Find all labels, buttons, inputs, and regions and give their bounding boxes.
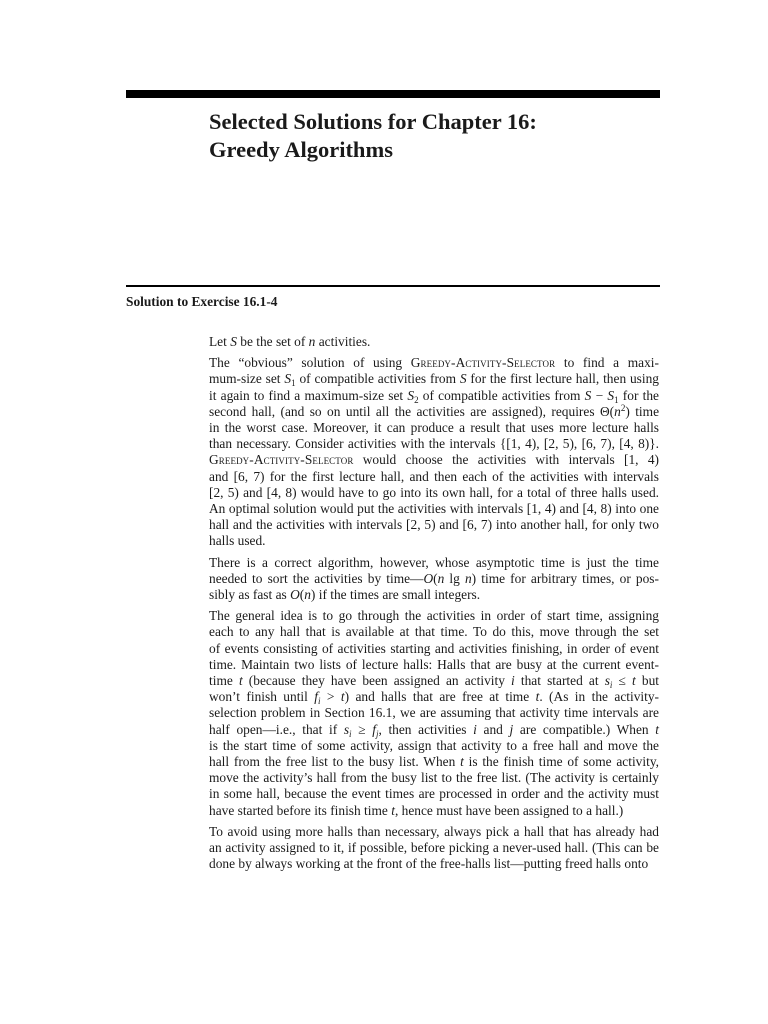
text-line: have started before its finish time t, hence must have been assigned to a hall.) <box>209 802 624 818</box>
text-line: and [6, 7) for the first lecture hall, and then each of the activities with intervals <box>209 468 659 484</box>
paragraph <box>209 608 659 819</box>
text-line: [2, 5) and [4, 8) would have to go into its own hall, for a total of three halls used. <box>209 484 659 500</box>
section-rule <box>126 285 660 287</box>
text-line: time. Maintain two lists of lecture halls: Halls that are busy at the current event- <box>209 656 659 672</box>
text-line: done by always working at the front of the free-halls list—putting freed halls onto <box>209 856 649 872</box>
chapter-title <box>209 108 659 164</box>
text-line: of events consisting of activities starting and activities finishing, in order of event <box>209 640 659 656</box>
text-line: is the start time of some activity, assign that activity to a free hall and move the <box>209 737 659 753</box>
text-line: in the worst case. Moreover, it can produce a result that uses more lecture halls <box>209 420 659 436</box>
section-heading: Solution to Exercise 16.1-4 <box>126 294 278 309</box>
text-line: each to any hall that is available at that time. To do this, move through the set <box>209 624 659 640</box>
text-line: won’t finish until $f_i > t$) and halls that are free at time t. (As in the activity- <box>209 689 659 707</box>
text-line: sibly as fast as O(n) if the times are small integers. <box>209 587 481 603</box>
solution-body <box>209 334 659 878</box>
paragraph <box>209 355 659 549</box>
text-line: halls used. <box>209 533 266 549</box>
text-line: needed to sort the activities by time—O(n lg n) time for arbitrary times, or pos- <box>209 570 659 586</box>
paragraph <box>209 334 659 350</box>
text-line: An optimal solution would put the activities with intervals [1, 4) and [4, 8) into one <box>209 501 659 517</box>
paragraph <box>209 555 659 604</box>
text-line: it again to find a maximum-size set $S_2$ of compatible activities from $S - S_1$ for the <box>209 387 659 405</box>
text-line: move the activity’s hall from the busy list to the free list. (The activity is certainly <box>209 770 659 786</box>
text-line: time t (because they have been assigned an activity i that started at $s_i \le t$ but <box>209 673 660 691</box>
text-line: than necessary. Consider activities with the intervals {[1, 4), [2, 5), [6, 7), [4, 8)}. <box>209 436 659 452</box>
text-line: Let S be the set of n activities. <box>209 334 371 349</box>
text-line: hall from the free list to the busy list. When t is the finish time of some activity, <box>209 754 659 770</box>
text-line: in some hall, because the event times are processed in order and the activity must <box>209 786 659 802</box>
text-line: an activity assigned to it, if possible, before picking a never-used hall. (This can be <box>209 840 659 856</box>
text-line: second hall, (and so on until all the activities are assigned), requires $\Theta(n^2)$ time <box>209 402 660 419</box>
paragraph <box>209 824 659 873</box>
text-line: Greedy-Activity-Selector would choose the activities with intervals [1, 4) <box>209 452 659 468</box>
text-line: To avoid using more halls than necessary, always pick a hall that has already had <box>209 823 659 839</box>
text-line: The general idea is to go through the activities in order of start time, assigning <box>209 608 659 624</box>
text-line: There is a correct algorithm, however, whose asymptotic time is just the time <box>209 554 659 570</box>
text-line: mum-size set $S_1$ of compatible activities from S for the first lecture hall, then using <box>209 371 660 389</box>
text-line: half open—i.e., that if $s_i \ge f_j$, then activities i and j are compatible.) When t <box>209 721 659 739</box>
text-line: selection problem in Section 16.1, we are assuming that activity time intervals are <box>209 705 659 721</box>
text-line: The “obvious” solution of using Greedy-Activity-Selector to find a maxi- <box>209 355 659 371</box>
text-line: hall and the activities with intervals [2, 5) and [6, 7) into another hall, for only two <box>209 517 659 533</box>
chapter-title-line-1: Selected Solutions for Chapter 16: <box>209 109 537 134</box>
top-rule <box>126 90 660 98</box>
chapter-title-line-2: Greedy Algorithms <box>209 137 393 162</box>
